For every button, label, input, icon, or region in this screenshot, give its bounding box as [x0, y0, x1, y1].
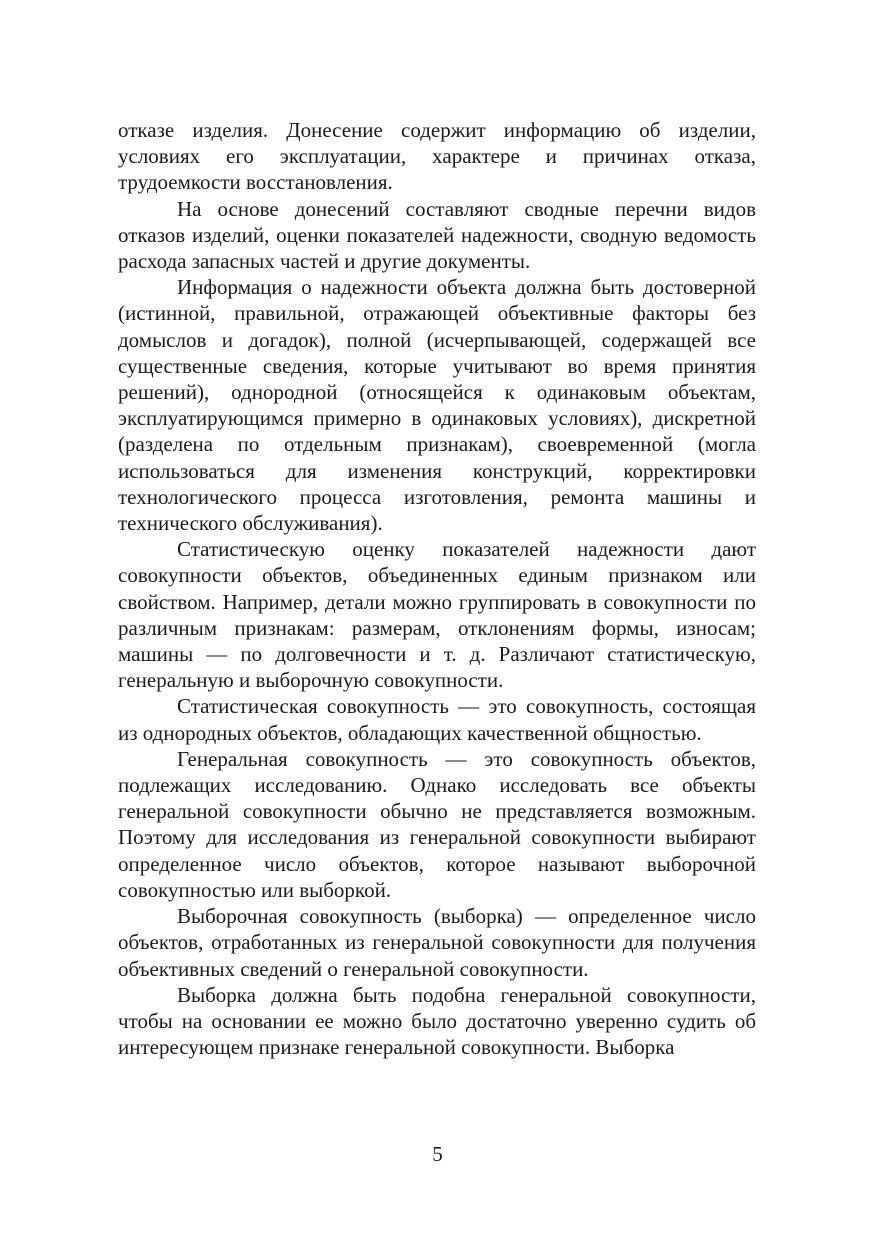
- page-body: [118, 117, 756, 1060]
- paragraph-statistical-estimation: Статистическую оценку показателей надежности дают совокупности объектов, объединенных единым признаком или свойством. Например, детали можно группировать в совокупности по различным признакам: размерам, отклонениям формы, износам; машины — по долговечности и т. д. Различают статистическую, генеральную и выборочную совокупности.: [118, 537, 756, 693]
- paragraph-sample-population: Выборочная совокупность (выборка) — определенное число объектов, отработанных из генеральной совокупности для получения объективных сведений о генеральной совокупности.: [118, 904, 756, 981]
- paragraph-continuation: отказе изделия. Донесение содержит информацию об изделии, условиях его эксплуатации, характере и причинах отказа, трудоемкости восстановления.: [118, 118, 756, 195]
- paragraph-statistical-population: Статистическая совокупность — это совокупность, состоящая из однородных объектов, обладающих качественной общностью.: [118, 694, 756, 745]
- paragraph-reports: На основе донесений составляют сводные перечни видов отказов изделий, оценки показателей надежности, сводную ведомость расхода запасных частей и другие документы.: [118, 196, 756, 274]
- page-number: 5: [432, 1142, 443, 1166]
- paragraph-sample-requirements: Выборка должна быть подобна генеральной совокупности, чтобы на основании ее можно было достаточно уверенно судить об интересующем признаке генеральной совокупности. Выборка: [118, 982, 756, 1060]
- paragraph-general-population: Генеральная совокупность — это совокупность объектов, подлежащих исследованию. Однако исследовать все объекты генеральной совокупности обычно не представляется возможным. Поэтому для исследования из генеральной совокупности выбирают определенное число объектов, которое называют выборочной совокупностью или выборкой.: [118, 746, 756, 902]
- paragraph-information-quality: Информация о надежности объекта должна быть достоверной (истинной, правильной, отражающей объективные факторы без домыслов и догадок), полной (исчерпывающей, содержащей все существенные сведения, которые учитывают во время принятия решений), однородной (относящейся к одинаковым объектам, эксплуатирующимся примерно в одинаковых условиях), дискретной (разделена по отдельным признакам), своевременной (могла использоваться для изменения конструкций, корректировки технологического процесса изготовления, ремонта машины и технического обслуживания).: [118, 275, 756, 536]
